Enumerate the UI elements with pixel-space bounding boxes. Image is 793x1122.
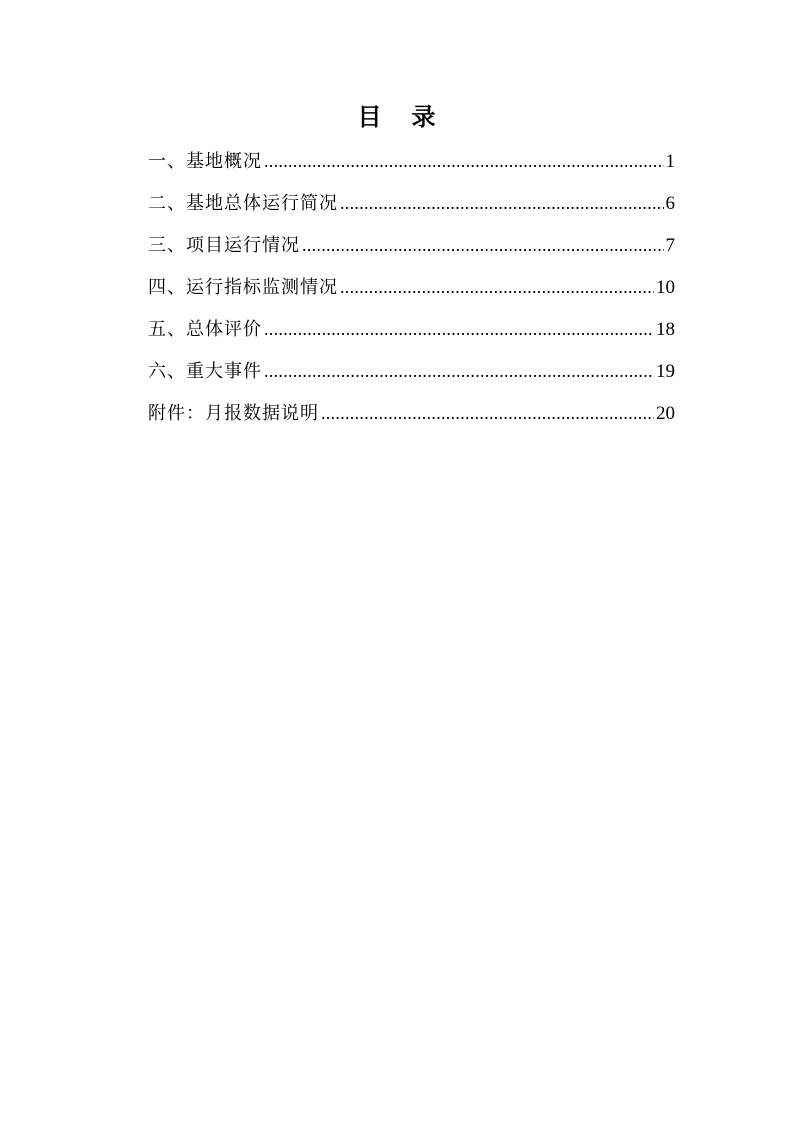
toc-entry-1[interactable] bbox=[148, 146, 675, 188]
toc-list bbox=[148, 146, 675, 440]
toc-dot-leader bbox=[321, 398, 654, 428]
toc-entry-page-number: 10 bbox=[656, 277, 675, 298]
toc-entry-label: 四、运行指标监测情况 bbox=[148, 277, 338, 298]
toc-dot-leader bbox=[264, 146, 664, 176]
toc-entry-label: 五、总体评价 bbox=[148, 319, 262, 340]
toc-entry-label: 一、基地概况 bbox=[148, 151, 262, 172]
toc-title-char-1: 目 bbox=[357, 102, 382, 131]
toc-entry-5[interactable] bbox=[148, 314, 675, 356]
toc-title bbox=[0, 101, 793, 133]
toc-dot-leader bbox=[340, 272, 654, 302]
toc-dot-leader bbox=[302, 230, 664, 260]
toc-entry-3[interactable] bbox=[148, 230, 675, 272]
toc-entry-4[interactable] bbox=[148, 272, 675, 314]
toc-entry-label: 六、重大事件 bbox=[148, 361, 262, 382]
toc-entry-page-number: 1 bbox=[665, 151, 675, 172]
toc-dot-leader bbox=[264, 314, 654, 344]
toc-entry-page-number: 7 bbox=[665, 235, 675, 256]
toc-entry-7[interactable] bbox=[148, 398, 675, 440]
toc-entry-label: 二、基地总体运行简况 bbox=[148, 193, 338, 214]
toc-entry-label: 三、项目运行情况 bbox=[148, 235, 300, 256]
toc-entry-page-number: 19 bbox=[656, 361, 675, 382]
toc-entry-page-number: 18 bbox=[656, 319, 675, 340]
toc-dot-leader bbox=[264, 356, 654, 386]
toc-entry-page-number: 6 bbox=[665, 193, 675, 214]
toc-entry-6[interactable] bbox=[148, 356, 675, 398]
toc-dot-leader bbox=[340, 188, 664, 218]
toc-entry-label: 附件：月报数据说明 bbox=[148, 403, 319, 424]
toc-entry-2[interactable] bbox=[148, 188, 675, 230]
toc-entry-page-number: 20 bbox=[656, 403, 675, 424]
toc-title-char-2: 录 bbox=[411, 102, 436, 131]
